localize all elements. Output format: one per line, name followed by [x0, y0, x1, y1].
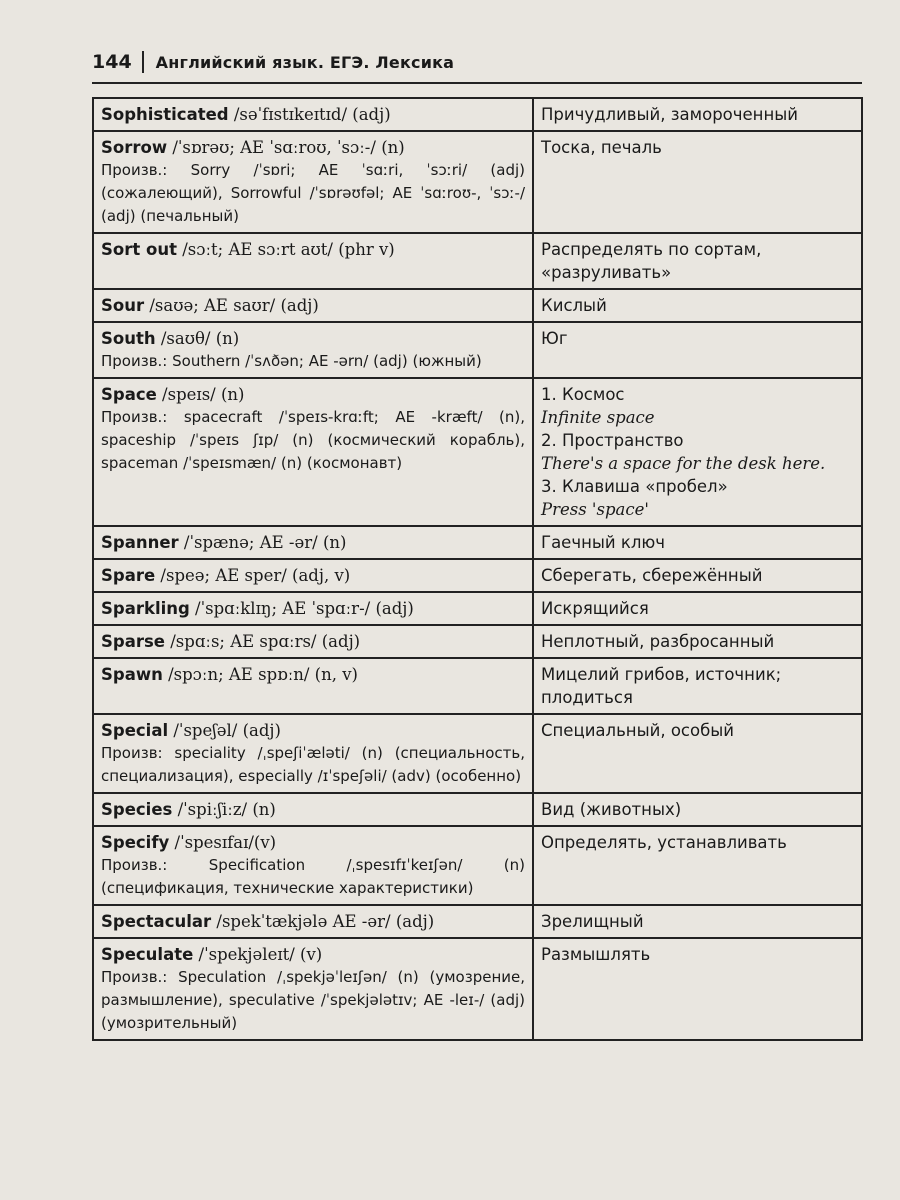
table-row [93, 559, 862, 592]
entry-english-cell [93, 131, 533, 233]
entry-english-cell [93, 714, 533, 793]
table-row [93, 658, 862, 714]
entry-translation-cell [533, 658, 862, 714]
entry-translation-cell [533, 714, 862, 793]
table-row [93, 625, 862, 658]
entry-translation-cell [533, 526, 862, 559]
entry-derivatives: Произв.: Southern /ˈsʌðən; AE -ərn/ (adj) (южный) [101, 352, 482, 370]
entry-translation: Причудливый, замороченный [541, 105, 798, 124]
table-row [93, 526, 862, 559]
entry-headword: Space [101, 385, 157, 404]
entry-headword: Spawn [101, 665, 163, 684]
entry-derivatives: Произв.: Speculation /ˌspekjəˈleɪʃən/ (n) (умозрение, размышление), speculative /ˈspekjələtɪv; AE -leɪ-/ (adj) (умозрительный) [101, 968, 525, 1032]
entry-transcription: /ˈspiːʃiːz/ (n) [172, 800, 276, 819]
table-row [93, 826, 862, 905]
entry-transcription: /spɑːs; AE spɑːrs/ (adj) [164, 632, 361, 651]
entry-translation-cell [533, 98, 862, 131]
entry-example: There's a space for the desk here. [541, 454, 826, 473]
entry-translation: Тоска, печаль [541, 138, 662, 157]
entry-translation: Сберегать, сбережённый [541, 566, 763, 585]
entry-translation: Мицелий грибов, источник; плодиться [541, 665, 782, 707]
entry-translation-cell [533, 592, 862, 625]
entry-headword: Spare [101, 566, 156, 585]
entry-english-cell [93, 793, 533, 826]
entry-translation-cell [533, 289, 862, 322]
page-number: 144 [92, 51, 144, 73]
entry-english-cell [93, 625, 533, 658]
table-row [93, 378, 862, 526]
entry-transcription: /ˈspesɪfaɪ/(v) [169, 833, 277, 852]
entry-english-cell [93, 233, 533, 289]
entry-derivatives: Произв: speciality /ˌspeʃiˈæləti/ (n) (специальность, специализация), especially /ɪˈspeʃəli/ (adv) (особенно) [101, 744, 525, 785]
entry-transcription: /sɔːt; AE sɔːrt aʊt/ (phr v) [176, 240, 395, 259]
entry-translation: Неплотный, разбросанный [541, 632, 775, 651]
entry-translation: Искрящийся [541, 599, 649, 618]
entry-translation-cell [533, 378, 862, 526]
entry-transcription: /saʊθ/ (n) [155, 329, 240, 348]
entry-translation: Зрелищный [541, 912, 644, 931]
entry-translation-cell [533, 131, 862, 233]
entry-translation: 2. Пространство [541, 431, 684, 450]
entry-headword: Sorrow [101, 138, 168, 157]
vocabulary-table [92, 97, 863, 1041]
table-row [93, 793, 862, 826]
entry-headword: Sophisticated [101, 105, 229, 124]
entry-translation: 1. Космос [541, 385, 625, 404]
entry-english-cell [93, 905, 533, 938]
entry-derivatives: Произв.: spacecraft /ˈspeɪs-krɑːft; AE -kræft/ (n), spaceship /ˈspeɪs ʃɪp/ (n) (космический корабль), spaceman /ˈspeɪsmæn/ (n) (космонавт) [101, 408, 525, 472]
entry-derivatives: Произв.: Sorry /ˈsɒri; AE ˈsɑːri, ˈsɔːri/ (adj) (сожалеющий), Sorrowful /ˈsɒrəʊfəl; AE ˈsɑːroʊ-, ˈsɔː-/ (adj) (печальный) [101, 161, 525, 225]
entry-english-cell [93, 322, 533, 378]
entry-english-cell [93, 826, 533, 905]
entry-translation-cell [533, 826, 862, 905]
entry-headword: Speculate [101, 945, 194, 964]
entry-headword: South [101, 329, 156, 348]
entry-english-cell [93, 98, 533, 131]
entry-translation-cell [533, 938, 862, 1040]
entry-translation: Вид (животных) [541, 800, 682, 819]
entry-translation-cell [533, 322, 862, 378]
table-row [93, 131, 862, 233]
entry-translation: Определять, устанавливать [541, 833, 787, 852]
table-row [93, 592, 862, 625]
entry-headword: Sparse [101, 632, 165, 651]
entry-transcription: /ˈspeʃəl/ (adj) [168, 721, 281, 740]
table-row [93, 938, 862, 1040]
entry-english-cell [93, 526, 533, 559]
entry-translation: Распределять по сортам, «разруливать» [541, 240, 762, 282]
entry-headword: Species [101, 800, 173, 819]
table-row [93, 98, 862, 131]
table-row [93, 714, 862, 793]
page-header [92, 42, 862, 84]
entry-transcription: /spɔːn; AE spɒːn/ (n, v) [162, 665, 358, 684]
table-row [93, 322, 862, 378]
entry-transcription: /ˈspænə; AE -ər/ (n) [178, 533, 347, 552]
running-title: Английский язык. ЕГЭ. Лексика [155, 52, 455, 72]
entry-translation-cell [533, 905, 862, 938]
entry-english-cell [93, 559, 533, 592]
entry-english-cell [93, 658, 533, 714]
entry-transcription: /speə; AE sper/ (adj, v) [155, 566, 351, 585]
table-row [93, 233, 862, 289]
entry-translation: Юг [541, 329, 568, 348]
entry-example: Infinite space [541, 408, 655, 427]
entry-example: Press 'space' [541, 500, 649, 519]
entry-translation: Гаечный ключ [541, 533, 666, 552]
entry-headword: Spanner [101, 533, 179, 552]
entry-transcription: /saʊə; AE saʊr/ (adj) [144, 296, 319, 315]
entry-headword: Specify [101, 833, 170, 852]
entry-english-cell [93, 592, 533, 625]
entry-translation: 3. Клавиша «пробел» [541, 477, 728, 496]
entry-derivatives: Произв.: Specification /ˌspesɪfɪˈkeɪʃən/ (n) (спецификация, технические характеристики) [101, 856, 525, 897]
entry-transcription: /ˈspɑːklɪŋ; AE ˈspɑːr-/ (adj) [189, 599, 414, 618]
table-row [93, 289, 862, 322]
entry-english-cell [93, 938, 533, 1040]
entry-headword: Sparkling [101, 599, 190, 618]
entry-transcription: /spekˈtækjələ AE -ər/ (adj) [211, 912, 435, 931]
entry-translation-cell [533, 625, 862, 658]
entry-transcription: /ˈspekjəleɪt/ (v) [193, 945, 323, 964]
entry-translation-cell [533, 793, 862, 826]
entry-headword: Special [101, 721, 169, 740]
entry-translation: Кислый [541, 296, 607, 315]
entry-english-cell [93, 289, 533, 322]
table-row [93, 905, 862, 938]
entry-translation: Размышлять [541, 945, 651, 964]
entry-transcription: /speɪs/ (n) [156, 385, 245, 404]
entry-translation: Специальный, особый [541, 721, 735, 740]
entry-headword: Spectacular [101, 912, 212, 931]
entry-translation-cell [533, 233, 862, 289]
entry-translation-cell [533, 559, 862, 592]
entry-transcription: /ˈsɒrəʊ; AE ˈsɑːroʊ, ˈsɔː-/ (n) [167, 138, 405, 157]
entry-english-cell [93, 378, 533, 526]
entry-headword: Sour [101, 296, 145, 315]
entry-headword: Sort out [101, 240, 177, 259]
entry-transcription: /səˈfɪstɪkeɪtɪd/ (adj) [228, 105, 391, 124]
